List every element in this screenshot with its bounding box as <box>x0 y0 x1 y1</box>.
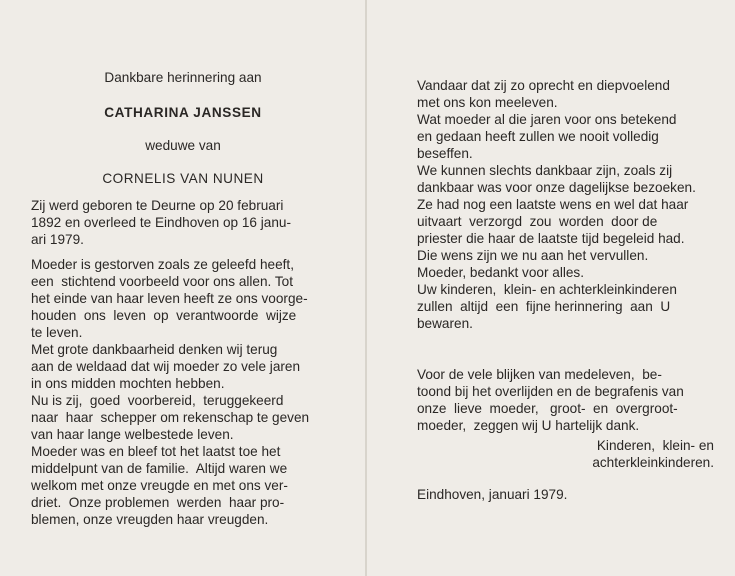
tribute-continued-paragraph: Vandaar dat zij zo oprecht en diepvoelend met ons kon meeleven. Wat moeder al die jaren voor ons betekend en gedaan heeft zullen we nooit volledig beseffen. We kunnen slechts dankbaar zijn, zoals zij dankbaar was voor onze dagelijkse bezoeken. Ze had nog een laatste wens en wel dat haar uitvaart verzorgd zou worden door de priester die haar de laatste tijd begeleid had. Die wens zijn we nu aan het vervullen. Moeder, bedankt voor alles. Uw kinderen, klein- en achterkleinkinderen zullen altijd een fijne herinnering aan U bewaren. <box>417 78 696 331</box>
widow-of-text: weduwe van <box>145 138 221 153</box>
place-date: Eindhoven, januari 1979. <box>417 487 568 502</box>
left-page <box>0 0 366 576</box>
husband-name: CORNELIS VAN NUNEN <box>102 171 264 186</box>
deceased-name: CATHARINA JANSSEN <box>104 105 262 120</box>
intro-text: Dankbare herinnering aan <box>104 70 262 85</box>
family-signature: Kinderen, klein- en achterkleinkinderen. <box>592 438 714 470</box>
tribute-paragraph: Moeder is gestorven zoals ze geleefd heeft, een stichtend voorbeeld voor ons allen. Tot het einde van haar leven heeft ze ons voorge- houden ons leven op verantwoorde wijze te leven. Met grote dankbaarheid denken wij terug aan de weldaad dat wij moeder zo vele jaren in ons midden mochten hebben. Nu is zij, goed voorbereid, teruggekeerd naar haar schepper om rekenschap te geven van haar lange welbestede leven. Moeder was en bleef tot het laatst toe het middelpunt van de familie. Altijd waren we welkom met onze vreugde en met ons ver- driet. Onze problemen werden haar pro- blemen, onze vreugden haar vreugden. <box>31 257 310 527</box>
right-page <box>367 0 735 576</box>
thanks-paragraph: Voor de vele blijken van medeleven, be- toond bij het overlijden en de begrafenis van onze lieve moeder, groot- en overgroot- moeder, zeggen wij U hartelijk dank. <box>417 367 684 433</box>
birth-death-paragraph: Zij werd geboren te Deurne op 20 februari 1892 en overleed te Eindhoven op 16 janu- ari 1979. <box>31 198 291 247</box>
